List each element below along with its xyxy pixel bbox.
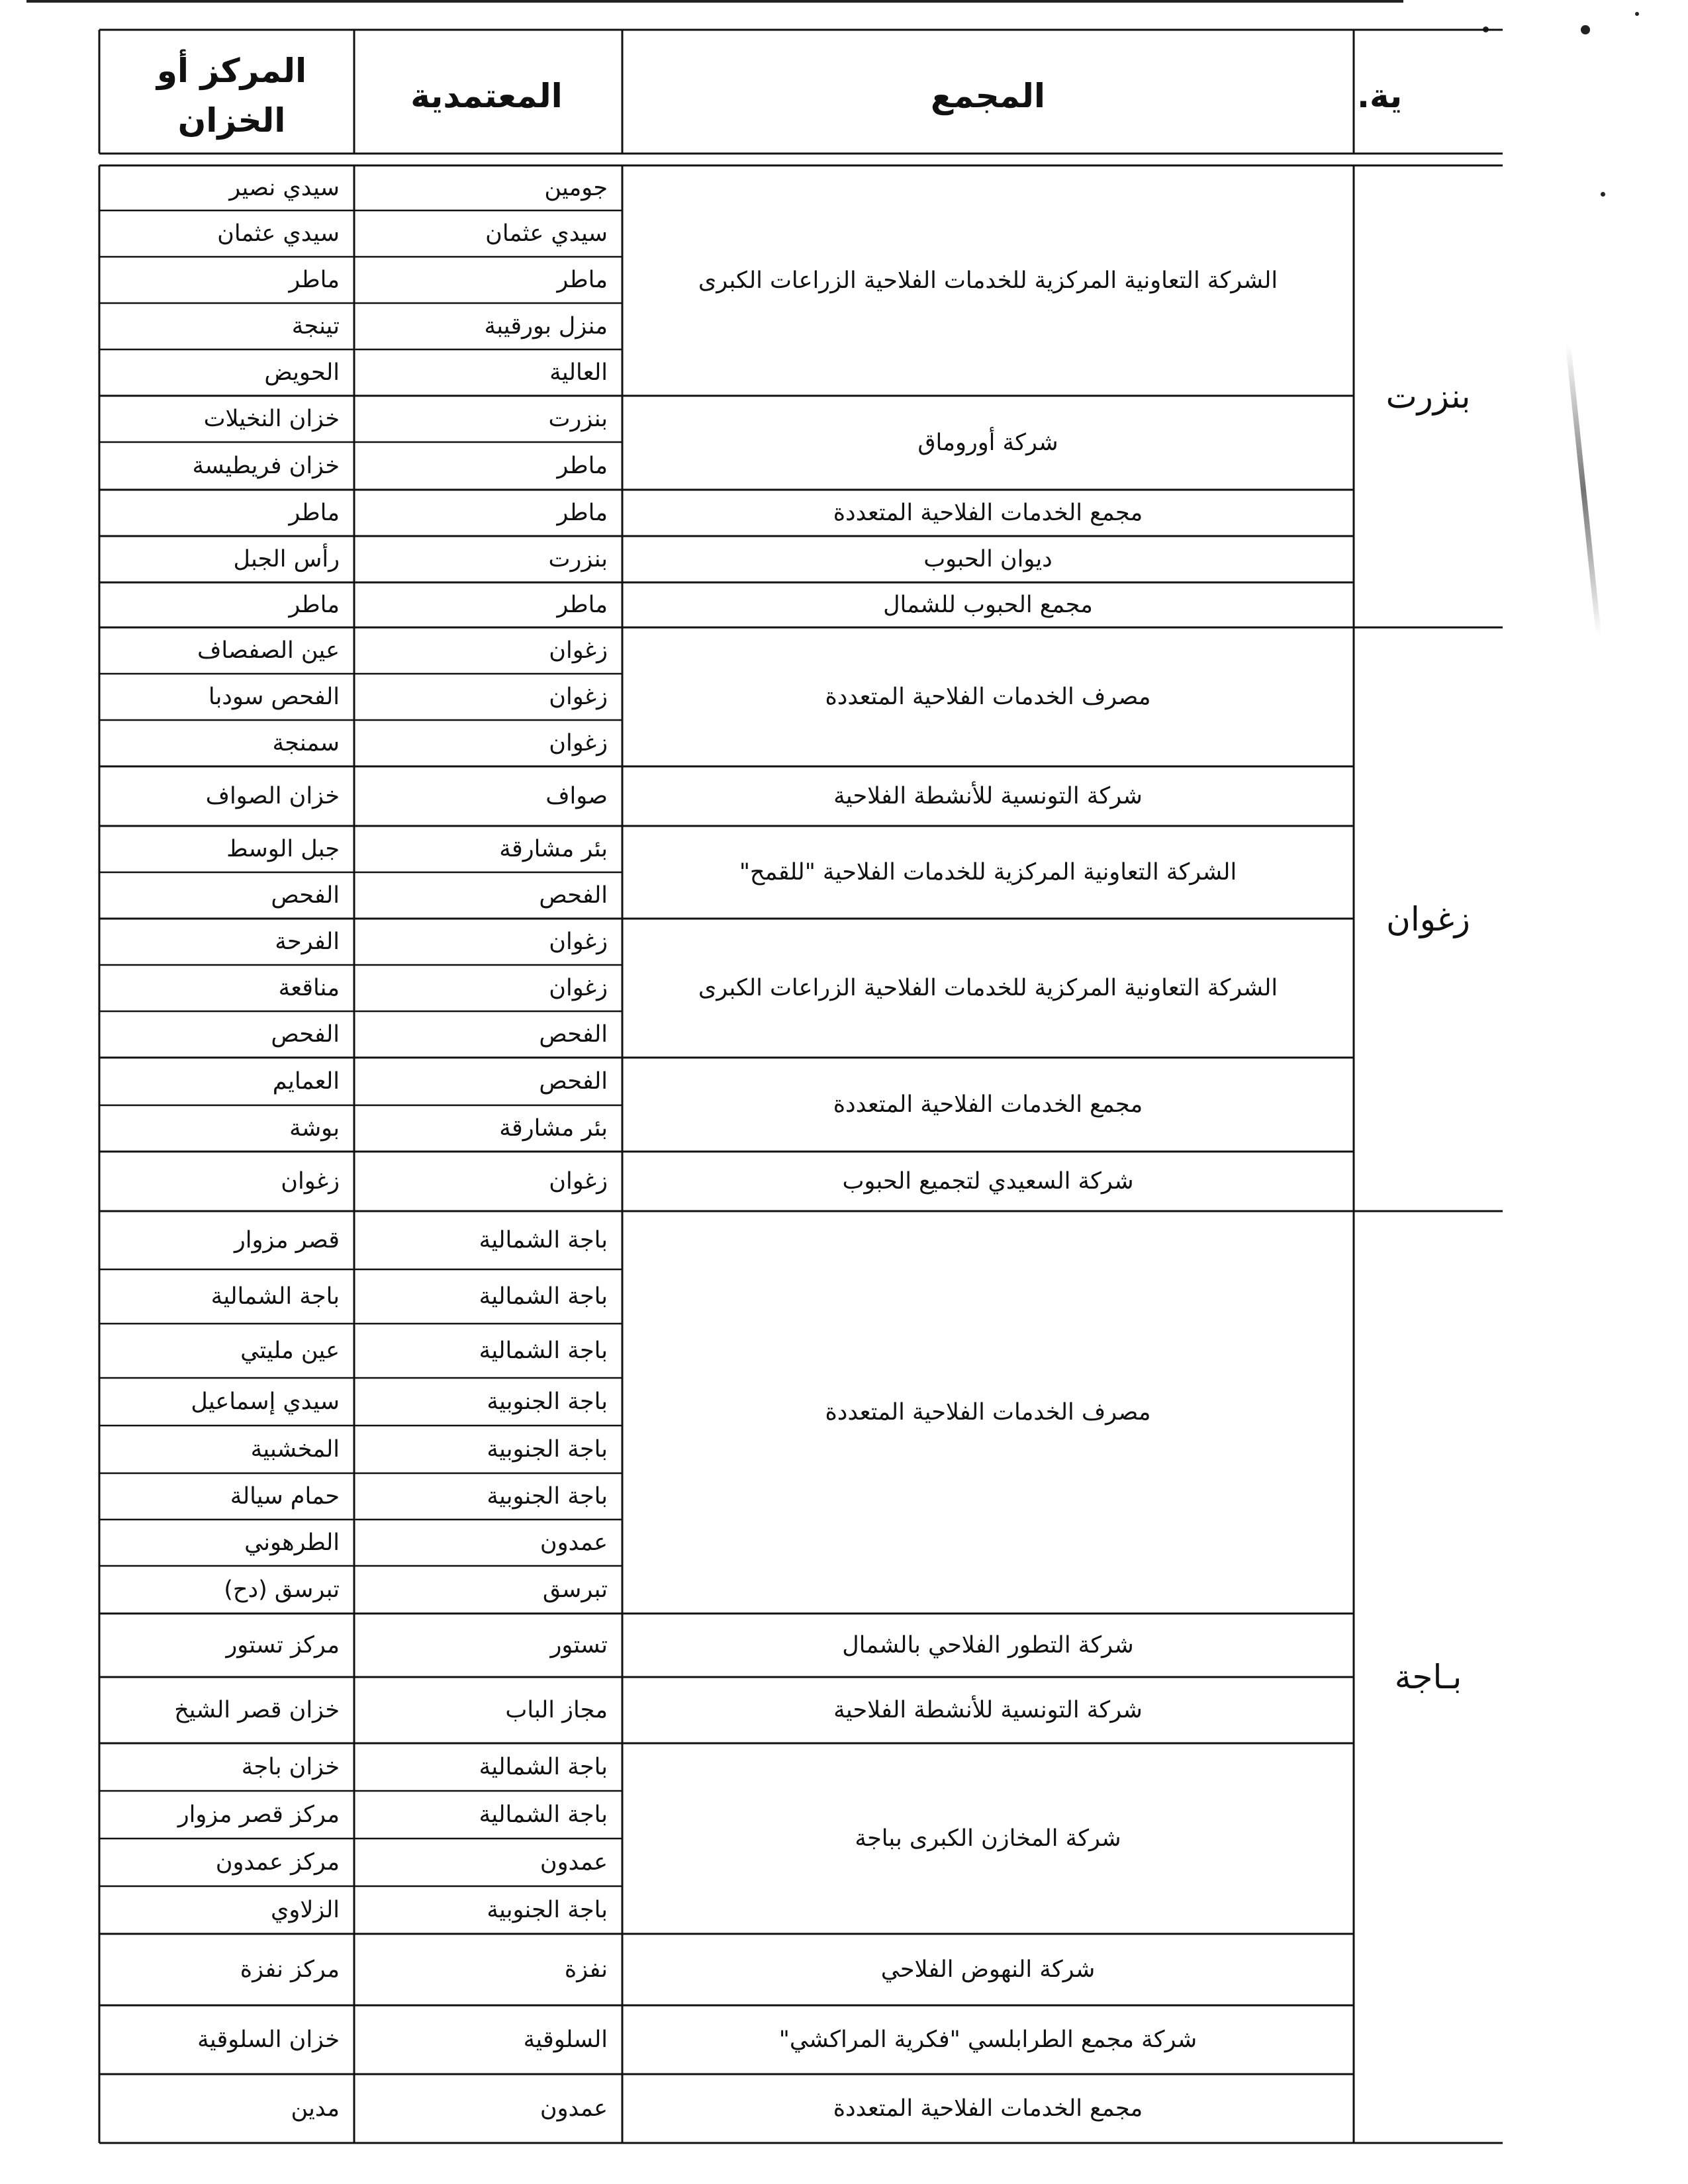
delegation-cell: زغوان [549, 729, 608, 756]
delegation-cell: سيدي عثمان [485, 220, 608, 247]
company-cell: شركة السعيدي لتجميع الحبوب [842, 1167, 1134, 1195]
header-region: ية. [1357, 76, 1403, 115]
delegation-cell: بئر مشارقة [499, 835, 608, 862]
center-cell: سمنجة [272, 729, 340, 756]
delegation-cell: تستور [550, 1631, 608, 1659]
company-cell: شركة التونسية للأنشطة الفلاحية [833, 782, 1143, 809]
center-cell: ماطر [289, 499, 340, 526]
center-cell: خزان الصواف [205, 782, 340, 809]
center-cell: رأس الجبل [233, 545, 340, 572]
delegation-cell: باجة الجنوبية [487, 1482, 608, 1510]
region-cell: بـاجة [1394, 1657, 1462, 1696]
center-cell: خزان باجة [241, 1753, 340, 1780]
delegation-cell: باجة الشمالية [479, 1753, 608, 1780]
delegation-cell: باجة الشمالية [479, 1226, 608, 1253]
center-cell: المخشبية [250, 1435, 340, 1463]
delegation-cell: باجة الجنوبية [487, 1896, 608, 1923]
delegation-cell: عمدون [539, 2095, 608, 2122]
region-cell: بنزرت [1385, 377, 1471, 416]
center-cell: باجة الشمالية [211, 1283, 340, 1310]
delegation-cell: ماطر [557, 266, 608, 293]
delegation-cell: زغوان [549, 974, 608, 1001]
company-cell: شركة أوروماق [917, 429, 1058, 456]
center-cell: الفحص [271, 1021, 340, 1048]
center-cell: الحويض [264, 359, 340, 386]
delegation-cell: زغوان [549, 928, 608, 955]
company-cell: شركة التونسية للأنشطة الفلاحية [833, 1696, 1143, 1723]
company-cell: مجمع الحبوب للشمال [883, 591, 1093, 618]
delegation-cell: مجاز الباب [505, 1696, 608, 1723]
center-cell: حمام سيالة [230, 1482, 340, 1510]
company-cell: مصرف الخدمات الفلاحية المتعددة [825, 1398, 1151, 1426]
delegation-cell: عمدون [539, 1848, 608, 1876]
center-cell: تبرسق (دح) [224, 1576, 340, 1603]
center-cell: الفحص [271, 882, 340, 909]
company-cell: الشركة التعاونية المركزية للخدمات الفلاحية "للقمح" [739, 858, 1237, 886]
company-cell: مجمع الخدمات الفلاحية المتعددة [833, 499, 1143, 526]
center-cell: خزان قصر الشيخ [174, 1696, 340, 1723]
delegation-cell: الفحص [539, 1068, 608, 1095]
delegation-cell: زغوان [549, 683, 608, 710]
company-cell: شركة المخازن الكبرى بباجة [855, 1825, 1121, 1852]
company-cell: شركة النهوض الفلاحي [880, 1956, 1096, 1983]
delegation-cell: بنزرت [548, 545, 608, 572]
delegation-cell: نفزة [564, 1956, 608, 1983]
company-cell: ديوان الحبوب [923, 545, 1053, 572]
center-cell: تينجة [291, 312, 340, 340]
delegation-cell: بنزرت [548, 405, 608, 432]
center-cell: ماطر [289, 591, 340, 618]
company-cell: مجمع الخدمات الفلاحية المتعددة [833, 2095, 1143, 2122]
delegation-cell: جومين [544, 174, 608, 201]
center-cell: مناقعة [278, 974, 340, 1001]
center-cell: خزان السلوقية [197, 2026, 340, 2053]
delegation-cell: الفحص [539, 1021, 608, 1048]
center-cell: خزان فريطيسة [192, 452, 340, 479]
center-cell: عين الصفصاف [197, 637, 340, 664]
center-cell: سيدي نصير [229, 174, 340, 201]
center-cell: زغوان [281, 1167, 340, 1195]
delegation-cell: تبرسق [542, 1576, 608, 1603]
delegation-cell: باجة الشمالية [479, 1801, 608, 1828]
delegation-cell: زغوان [549, 1167, 608, 1195]
delegation-cell: ماطر [557, 499, 608, 526]
delegation-cell: العالية [549, 359, 608, 386]
delegation-cell: باجة الشمالية [479, 1283, 608, 1310]
delegation-cell: باجة الجنوبية [487, 1388, 608, 1415]
center-cell: مركز قصر مزوار [177, 1801, 340, 1828]
delegation-cell: باجة الشمالية [479, 1337, 608, 1364]
center-cell: سيدي إسماعيل [191, 1388, 340, 1415]
center-cell: عين مليتي [240, 1337, 340, 1364]
center-cell: الفرحة [275, 928, 340, 955]
center-cell: العمايم [272, 1068, 340, 1095]
center-cell: مركز عمدون [215, 1848, 340, 1876]
center-cell: مدين [291, 2095, 340, 2122]
company-cell: شركة مجمع الطرابلسي "فكرية المراكشي" [778, 2026, 1197, 2053]
delegation-cell: بئر مشارقة [499, 1115, 608, 1142]
delegation-cell: ماطر [557, 591, 608, 618]
center-cell: الفحص سودبا [208, 683, 340, 710]
company-cell: الشركة التعاونية المركزية للخدمات الفلاحية الزراعات الكبرى [698, 267, 1278, 294]
center-cell: جبل الوسط [226, 835, 340, 862]
delegation-cell: زغوان [549, 637, 608, 664]
header-delegation: المعتمدية [410, 76, 563, 115]
delegation-cell: ماطر [557, 452, 608, 479]
center-cell: سيدي عثمان [217, 220, 340, 247]
company-cell: شركة التطور الفلاحي بالشمال [842, 1631, 1134, 1659]
center-cell: خزان النخيلات [203, 405, 340, 432]
center-cell: الطرهوني [244, 1529, 340, 1556]
delegation-cell: عمدون [539, 1529, 608, 1556]
delegation-cell: السلوقية [523, 2026, 608, 2053]
company-cell: الشركة التعاونية المركزية للخدمات الفلاحية الزراعات الكبرى [698, 974, 1278, 1001]
region-cell: زغوان [1386, 899, 1470, 938]
center-cell: الزلاوي [271, 1896, 340, 1923]
center-cell: بوشة [289, 1115, 340, 1142]
company-cell: مجمع الخدمات الفلاحية المتعددة [833, 1091, 1143, 1118]
header-company: المجمع [930, 76, 1046, 115]
delegation-cell: باجة الجنوبية [487, 1435, 608, 1463]
delegation-cell: منزل بورقيبة [484, 312, 608, 340]
center-cell: قصر مزوار [234, 1226, 340, 1253]
center-cell: مركز تستور [226, 1631, 340, 1659]
company-cell: مصرف الخدمات الفلاحية المتعددة [825, 683, 1151, 710]
center-cell: مركز نفزة [240, 1956, 340, 1983]
delegation-cell: الفحص [539, 882, 608, 909]
center-cell: ماطر [289, 266, 340, 293]
delegation-cell: صواف [545, 782, 608, 809]
header-center: المركز أو الخزان [156, 52, 307, 140]
